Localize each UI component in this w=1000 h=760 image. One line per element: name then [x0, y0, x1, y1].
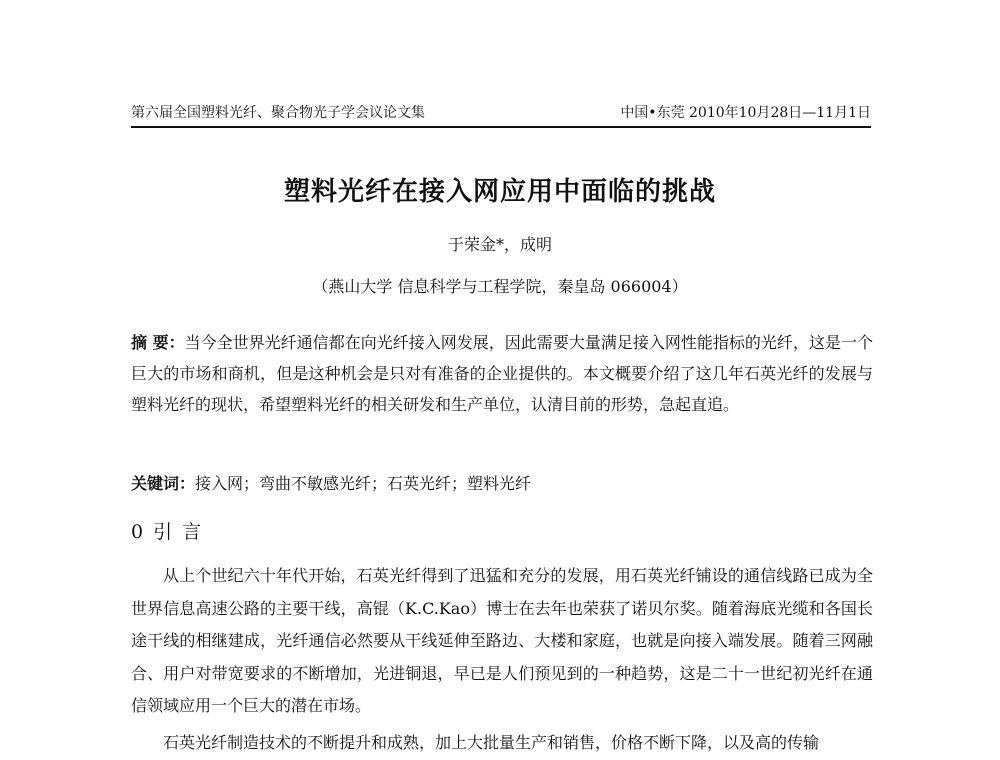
header-rule [131, 126, 871, 128]
running-header-right: 中国•东莞 2010年10月28日—11月1日 [620, 105, 871, 121]
abstract [131, 327, 873, 420]
paper-authors: 于荣金*，成明 [447, 235, 552, 254]
paper-title: 塑料光纤在接入网应用中面临的挑战 [283, 177, 716, 207]
body-paragraph: 石英光纤制造技术的不断提升和成熟，加上大批量生产和销售，价格不断下降，以及高的传输 [163, 733, 820, 752]
keywords-text: 接入网；弯曲不敏感光纤；石英光纤；塑料光纤 [195, 474, 532, 493]
keywords [131, 470, 873, 498]
section-heading: 0 引 言 [131, 521, 204, 543]
abstract-label: 摘 要： [131, 333, 185, 352]
running-header-left: 第六届全国塑料光纤、聚合物光子学会议论文集 [131, 105, 425, 121]
body-paragraph: 从上个世纪六十年代开始，石英光纤得到了迅猛和充分的发展，用石英光纤铺设的通信线路已成为全世界信息高速公路的主要干线，高锟（K.C.Kao）博士在去年也荣获了诺贝尔奖。随着海底光缆和各国长途干线的相继建成，光纤通信必然要从干线延伸至路边、大楼和家庭，也就是向接入端发展。随着三网融合、用户对带宽要求的不断增加，光进铜退，早已是人们预见到的一种趋势，这是二十一世纪初光纤在通信领域应用一个巨大的潜在市场。 [131, 566, 873, 715]
running-header [131, 101, 871, 125]
abstract-text: 当今全世界光纤通信都在向光纤接入网发展，因此需要大量满足接入网性能指标的光纤，这是一个巨大的市场和商机，但是这种机会是只对有准备的企业提供的。本文概要介绍了这几年石英光纤的发展与塑料光纤的现状，希望塑料光纤的相关研发和生产单位，认清目前的形势，急起直追。 [131, 333, 873, 414]
paper-affiliation: （燕山大学 信息科学与工程学院，秦皇岛 066004） [312, 277, 688, 296]
keywords-label: 关键词： [131, 474, 196, 493]
